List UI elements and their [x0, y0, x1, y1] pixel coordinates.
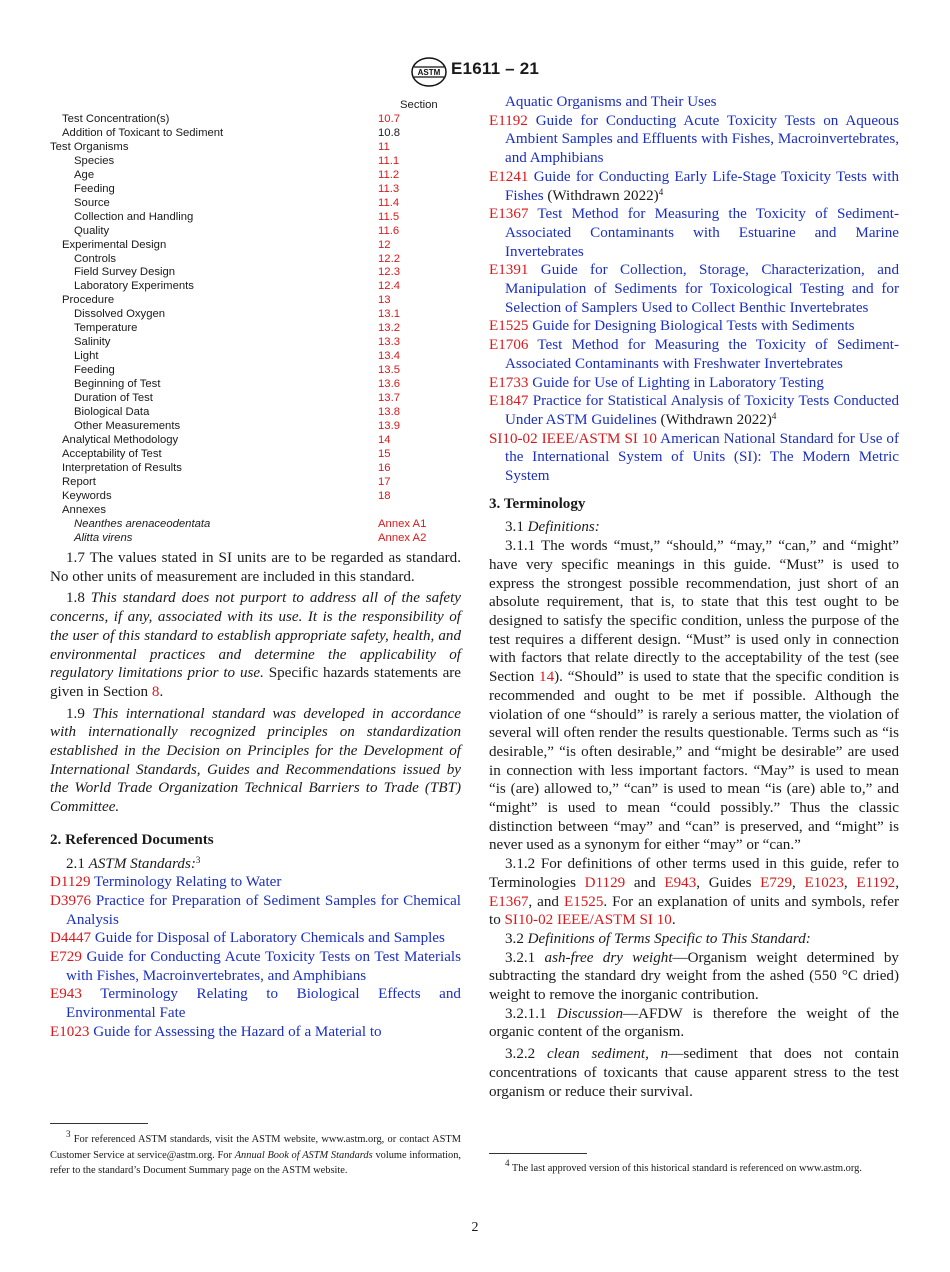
ref-title-link[interactable]: Terminology Relating to Biological Effects and Environmental Fate [66, 986, 461, 1022]
paragraph-3-2-1: 3.2.1 ash-free dry weight—Organism weight determined by subtracting the standard dry weight from the ashed (550 °C dried) weight to remove the inorganic contribution. [489, 949, 899, 1004]
toc-row [50, 127, 462, 141]
section-8-link[interactable]: 8 [151, 683, 160, 700]
toc-section-number[interactable]: 11.3 [378, 182, 400, 195]
toc-row[interactable] [50, 169, 462, 183]
toc-row[interactable] [50, 364, 462, 378]
toc-label: Duration of Test [74, 392, 153, 404]
toc-section-number[interactable]: 13 [378, 294, 391, 307]
toc-section-number[interactable]: 10.7 [378, 113, 400, 125]
toc-row[interactable] [50, 420, 462, 434]
link-e1367[interactable]: E1367 [489, 893, 529, 910]
ref-title-link[interactable]: Guide for Use of Lighting in Laboratory Testing [532, 374, 824, 391]
footnote-4: $^4$ The last approved version of this historical standard is referenced on www.astm.org. [505, 1158, 862, 1174]
toc-label: Temperature [74, 322, 138, 335]
toc-label: Biological Data [74, 405, 150, 418]
toc-label: Controls [74, 252, 117, 265]
ref-withdrawn-note: (Withdrawn 2022) [547, 187, 659, 204]
referenced-documents-list-left [50, 873, 461, 1041]
toc-label: Laboratory Experiments [74, 280, 194, 293]
toc-row[interactable] [50, 322, 462, 336]
toc-row[interactable] [50, 183, 462, 197]
ref-code-link[interactable]: E943 [50, 986, 82, 1003]
toc-section-number[interactable]: 13.8 [378, 405, 400, 418]
toc-section-number[interactable]: 15 [378, 447, 391, 460]
toc-label: Acceptability of Test [62, 447, 162, 460]
toc-row[interactable] [50, 155, 462, 169]
toc-section-number[interactable]: 18 [378, 489, 391, 502]
toc-label: Dissolved Oxygen [74, 308, 166, 321]
ref-title-link[interactable]: Practice for Preparation of Sediment Samples for Chemical Analysis [66, 892, 461, 928]
toc-section-number[interactable]: 13.5 [378, 364, 400, 377]
paragraph-1-8: 1.8 This standard does not purport to address all of the safety concerns, if any, associated with its use. It is the responsibility of the user of this standard to establish appropriate safety, health, and environmental practices and determine the applicability of regulatory limitations prior to use. Specific hazards statements are given in Section 8. [50, 590, 462, 700]
toc-section-number[interactable]: Annex A2 [378, 531, 427, 544]
page-header [0, 56, 950, 86]
ref-code-link[interactable]: E729 [50, 949, 82, 966]
ref-title-link[interactable]: Test Method for Measuring the Toxicity of Sediment-Associated Contaminants with Freshwater Invertebrates [505, 337, 899, 372]
paragraph-1-7: 1.7 The values stated in SI units are to be regarded as standard. No other units of measurement are included in this standard. [50, 550, 461, 585]
toc-section-number[interactable]: 13.3 [378, 336, 400, 349]
referenced-document[interactable] [50, 985, 461, 1022]
ref-title-link[interactable]: Guide for Assessing the Hazard of a Material to [93, 1023, 382, 1040]
paragraph-3-1-1: 3.1.1 The words “must,” “should,” “may,” “can,” and “might” have very specific meanings in this guide. “Must” is used to express the strongest possible recommendation, just short of an absolute requirement, that is, to state that this test ought to be designed to satisfy the specific condition, unless the purpose of the test requires a different design. “Must” is used only in connection with factors that relate directly to the acceptability of the test (see Section 14). “Should” is used to state that the specific condition is recommended and ought to be met if possible. Although the violation of one “should” is rarely a serious matter, the violation of several will often render the results questionable. Terms such as “is desirable,” “is often desirable,” and “might be desirable” are used in connection with less important factors. “May” is used to mean “is (are) allowed to,” “can” is used to mean “is (are) able to,” and “might” is used to mean “could possibly.” Thus the classic distinction between “may” and “can” is preserved, and “might” is never used as a synonym for either “may” or “can.” [489, 538, 899, 854]
ref-code-link[interactable]: E1023 [50, 1023, 90, 1040]
astm-logo-icon [410, 56, 448, 93]
toc-label: Procedure [62, 294, 115, 307]
toc-label: Test Concentration(s) [62, 113, 170, 125]
toc-label: Collection and Handling [74, 210, 194, 223]
link-e1192[interactable]: E1192 [856, 874, 896, 891]
toc-row[interactable] [50, 225, 462, 239]
toc-row[interactable] [50, 141, 462, 155]
link-e729[interactable]: E729 [760, 874, 793, 891]
ref-title-link[interactable]: Guide for Disposal of Laboratory Chemicals and Samples [94, 930, 445, 947]
toc-row[interactable] [50, 113, 462, 127]
ref-continuation[interactable]: Aquatic Organisms and Their Uses [505, 94, 717, 110]
toc-row[interactable] [50, 336, 462, 350]
toc-label: Alitta virens [74, 531, 133, 544]
toc-section-header: Section [400, 99, 438, 111]
toc-label: Addition of Toxicant to Sediment [62, 126, 224, 139]
toc-row[interactable] [50, 490, 462, 504]
toc-row[interactable] [50, 392, 462, 406]
ref-code-link[interactable]: E1367 [489, 206, 529, 223]
referenced-document[interactable] [489, 374, 899, 393]
toc-row[interactable] [50, 308, 462, 322]
ref-withdrawn-note: (Withdrawn 2022) [660, 411, 772, 428]
referenced-document[interactable] [489, 112, 899, 168]
referenced-document[interactable] [489, 430, 899, 486]
toc-label: Analytical Methodology [62, 433, 179, 446]
document-designation: E1611 – 21 [451, 59, 540, 78]
referenced-document[interactable] [50, 873, 461, 892]
referenced-documents-list-right [489, 112, 899, 486]
ref-title-link[interactable]: Test Method for Measuring the Toxicity of Sediment-Associated Contaminants with Estuarine and Marine Invertebrates [505, 206, 899, 260]
ref-code-link[interactable]: D1129 [50, 874, 91, 891]
footnote-marker: 4 [771, 410, 777, 421]
toc-row[interactable] [50, 462, 462, 476]
referenced-document[interactable] [489, 392, 899, 429]
ref-code-link[interactable]: E1525 [489, 318, 529, 335]
toc-label: Test Organisms [50, 140, 129, 153]
toc-section-number[interactable]: 13.7 [378, 392, 400, 404]
paragraph-2-1: 2.1 ASTM Standards:$^3$ [66, 854, 201, 872]
toc-row[interactable] [50, 350, 462, 364]
referenced-document[interactable] [50, 1023, 461, 1042]
toc-label: Beginning of Test [74, 378, 161, 391]
referenced-document[interactable] [489, 168, 899, 205]
toc-section-number[interactable]: 12.4 [378, 280, 400, 293]
toc-row[interactable] [50, 294, 462, 308]
right-column [489, 93, 899, 1101]
toc-label: Experimental Design [62, 238, 167, 251]
referenced-document[interactable] [50, 948, 461, 985]
toc-section-number[interactable]: 13.4 [378, 350, 400, 363]
toc-section-number[interactable]: 14 [378, 433, 391, 446]
toc-row[interactable] [50, 476, 462, 490]
section-14-link[interactable]: 14 [539, 669, 555, 686]
link-si10[interactable]: SI10-02 IEEE/ASTM SI 10 [504, 912, 672, 929]
toc-label: Feeding [74, 364, 115, 377]
section-3-heading: 3. Terminology [489, 495, 586, 512]
ref-title-link[interactable]: Practice for Statistical Analysis of Toxicity Tests Conducted Under ASTM Guidelines [505, 393, 899, 428]
toc-section-number[interactable]: 13.6 [378, 378, 400, 391]
referenced-document[interactable] [489, 261, 899, 317]
toc-row[interactable] [50, 434, 462, 448]
toc-section-number[interactable]: 11.4 [378, 196, 400, 209]
referenced-document[interactable] [489, 205, 899, 261]
link-e943[interactable]: E943 [664, 874, 697, 891]
ref-title-link[interactable]: Guide for Conducting Acute Toxicity Tests on Test Materials with Fishes, Macroinvertebrates, and Amphibians [66, 949, 461, 984]
toc-label: Other Measurements [74, 419, 181, 432]
ref-code-link[interactable]: E1706 [489, 337, 529, 354]
ref-title-link[interactable]: Guide for Conducting Acute Toxicity Tests on Aqueous Ambient Samples and Effluents with Fishes, Macroinvertebrates, and Amphibians [505, 112, 899, 167]
toc-row[interactable] [50, 378, 462, 392]
toc-section-number[interactable]: Annex A1 [378, 517, 427, 530]
paragraph-3-2-2: 3.2.2 clean sediment, n—sediment that does not contain concentrations of toxicants that cause apparent stress to the test organism or reduce their survival. [489, 1046, 899, 1100]
toc-label: Feeding [74, 182, 115, 195]
toc-label: Annexes [62, 503, 106, 516]
toc-row[interactable] [50, 406, 462, 420]
paragraph-1-9: 1.9 This international standard was developed in accordance with internationally recognized principles on standardization established in the Decision on Principles for the Development of International Standards, Guides and Recommendations issued by the World Trade Organization Technical Barriers to Trade (TBT) Committee. [50, 705, 461, 816]
toc-row[interactable] [50, 532, 462, 546]
toc-section-number[interactable]: 13.2 [378, 322, 400, 335]
toc-section-number[interactable]: 12.2 [378, 252, 400, 265]
toc-row [50, 504, 462, 518]
ref-code-link[interactable]: D4447 [50, 930, 92, 947]
toc-section-number[interactable]: 11.5 [378, 210, 400, 223]
toc-section-number[interactable]: 13.1 [378, 308, 400, 321]
paragraph-3-2-1-1: 3.2.1.1 Discussion—AFDW is therefore the weight of the organic content of the organism. [489, 1005, 900, 1041]
toc-label: Quality [74, 224, 110, 237]
link-d1129[interactable]: D1129 [584, 874, 626, 891]
toc-row[interactable] [50, 253, 462, 267]
toc-label: Field Survey Design [74, 266, 176, 279]
footnote-marker: 4 [658, 186, 664, 197]
toc-label: Keywords [62, 489, 112, 502]
toc-label: Neanthes arenaceodentata [74, 517, 211, 530]
toc-row[interactable] [50, 266, 462, 280]
ref-code-link[interactable]: E1241 [489, 168, 529, 185]
footnote-3: $^3$ For referenced ASTM standards, visit the ASTM website, www.astm.org, or contact ASTM Customer Service at service@astm.org. For Annual Book of ASTM Standards volume information, refer to the standard’s Document Summary page on the ASTM website. [50, 1129, 462, 1177]
ref-code-link[interactable]: D3976 [50, 892, 92, 909]
paragraph-3-2: 3.2 Definitions of Terms Specific to This Standard: [505, 930, 811, 947]
toc-section-number[interactable]: 11.6 [378, 224, 400, 237]
ref-code-link[interactable]: SI10-02 IEEE/ASTM SI 10 [489, 430, 657, 447]
toc-label: Report [62, 475, 96, 488]
footnote-rule-left [50, 1123, 148, 1124]
toc-section-number[interactable]: 11.2 [378, 168, 400, 181]
toc-section-number[interactable]: 17 [378, 475, 391, 488]
toc-section-number[interactable]: 12.3 [378, 266, 400, 279]
toc-section-number[interactable]: 11.1 [378, 154, 400, 167]
toc-section-number: 10.8 [378, 126, 400, 139]
ref-code-link[interactable]: E1391 [489, 262, 529, 279]
ref-code-link[interactable]: E1733 [489, 374, 529, 391]
astm-logo-text: ASTM [417, 68, 441, 77]
toc-label: Source [74, 196, 110, 209]
toc-row[interactable] [50, 239, 462, 253]
ref-title-link[interactable]: Guide for Conducting Early Life-Stage Toxicity Tests with Fishes [505, 168, 899, 204]
ref-code-link[interactable]: E1192 [489, 112, 528, 129]
toc-row[interactable] [50, 211, 462, 225]
section-2-heading: 2. Referenced Documents [50, 831, 214, 848]
ref-code-link[interactable]: E1847 [489, 393, 529, 410]
toc-label: Interpretation of Results [62, 461, 182, 474]
toc-section-number[interactable]: 12 [378, 238, 391, 251]
toc-label: Salinity [74, 336, 111, 349]
link-e1023[interactable]: E1023 [804, 874, 844, 891]
ref-title-link[interactable]: Terminology Relating to Water [94, 874, 282, 891]
paragraph-3-1: 3.1 Definitions: [505, 519, 600, 536]
toc-section-number[interactable]: 13.9 [378, 419, 400, 432]
referenced-document[interactable] [50, 929, 461, 948]
toc-section-number[interactable]: 11 [378, 140, 390, 153]
footnote-rule-right [489, 1153, 587, 1154]
toc-row[interactable] [50, 197, 462, 211]
referenced-document[interactable] [489, 336, 899, 373]
page-number: 2 [471, 1220, 479, 1235]
toc-label: Light [74, 350, 99, 363]
referenced-document[interactable] [50, 892, 461, 929]
link-e1525[interactable]: E1525 [563, 893, 604, 910]
toc-label: Age [74, 168, 95, 181]
toc-row[interactable] [50, 448, 462, 462]
left-column [50, 549, 461, 1042]
toc-row[interactable] [50, 518, 462, 532]
paragraph-3-1-2: 3.1.2 For definitions of other terms used in this guide, refer to Terminologies D1129 and E943, Guides E729, E1023, E1192, E1367, and E1525. For an explanation of units and symbols, refer to SI10-02 IEEE/ASTM SI 10. [489, 856, 900, 929]
referenced-document[interactable] [489, 317, 899, 336]
ref-title-link[interactable]: American National Standard for Use of the International System of Units (SI): The Modern Metric System [505, 430, 899, 485]
toc-label: Species [74, 154, 115, 167]
toc-section-number[interactable]: 16 [378, 461, 391, 474]
toc-row[interactable] [50, 280, 462, 294]
ref-title-link[interactable]: Guide for Designing Biological Tests with Sediments [532, 318, 855, 335]
ref-title-link[interactable]: Guide for Collection, Storage, Characterization, and Manipulation of Sediments for Toxicological Testing and for Selection of Samplers Used to Collect Benthic Invertebrates [505, 262, 899, 316]
